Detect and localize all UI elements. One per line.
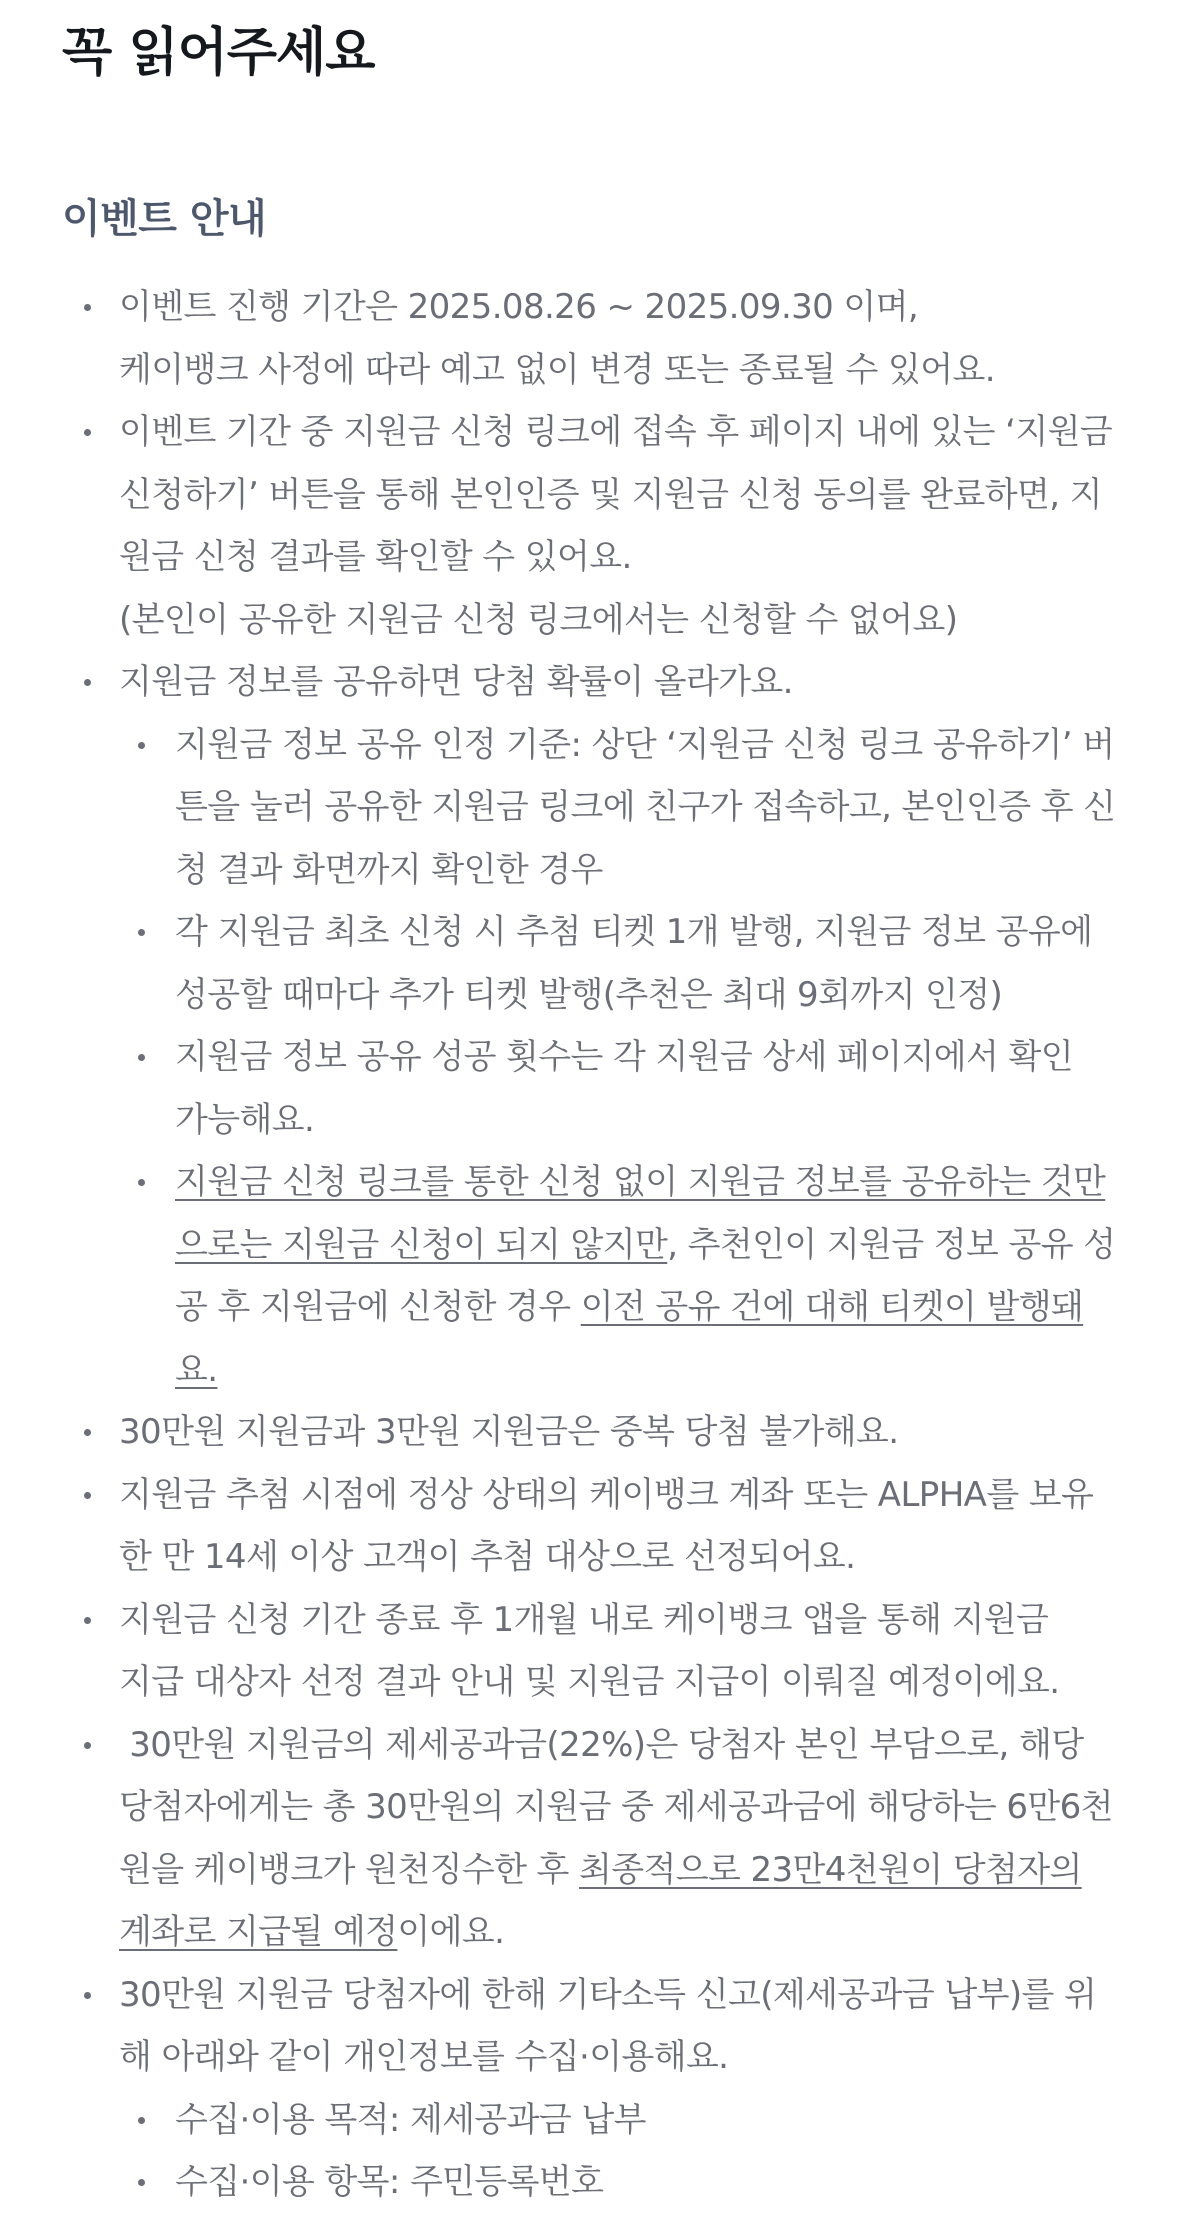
underlined-text: 으로는 지원금 신청이 되지 않지만 — [175, 1224, 668, 1265]
text-segment: 공 후 지원금에 신청한 경우 — [175, 1287, 581, 1327]
bullet-dot — [138, 2117, 145, 2124]
text-line: 30만원 지원금의 제세공과금(22%)은 당첨자 본인 부담으로, 해당 — [119, 1724, 1084, 1765]
bullet-dot — [138, 1179, 145, 1186]
text-line: (본인이 공유한 지원금 신청 링크에서는 신청할 수 없어요) — [119, 599, 958, 640]
text-line: 케이뱅크 사정에 따라 예고 없이 변경 또는 종료될 수 있어요. — [119, 349, 995, 390]
list-item — [62, 1964, 1121, 2214]
page-title: 꼭 읽어주세요 — [62, 23, 375, 83]
sub-list-item — [119, 2089, 1121, 2152]
section-title: 이벤트 안내 — [62, 196, 267, 242]
text-line: 신청하기’ 버튼을 통해 본인인증 및 지원금 신청 동의를 완료하면, 지 — [119, 474, 1102, 515]
text-line: 지원금 정보 공유 성공 횟수는 각 지원금 상세 페이지에서 확인 — [175, 1037, 1073, 1077]
text-line: 이벤트 기간 중 지원금 신청 링크에 접속 후 페이지 내에 있는 ‘지원금 — [119, 412, 1113, 452]
text-line: 지원금 신청 기간 종료 후 1개월 내로 케이뱅크 앱을 통해 지원금 — [119, 1599, 1049, 1640]
notice-list — [62, 276, 1121, 2214]
text-line: 지원금 추첨 시점에 정상 상태의 케이뱅크 계좌 또는 ALPHA를 보유 — [119, 1474, 1094, 1515]
text-line: 지원금 정보 공유 인정 기준: 상단 ‘지원금 신청 링크 공유하기’ 버 — [175, 724, 1115, 765]
text-line — [119, 1839, 1121, 1902]
bullet-dot — [84, 304, 91, 311]
bullet-dot — [84, 1429, 91, 1436]
text-line — [175, 1276, 1121, 1339]
text-line: 30만원 지원금 당첨자에 한해 기타소득 신고(제세공과금 납부)를 위 — [119, 1974, 1097, 2015]
list-item — [62, 1714, 1121, 1964]
text-line: 튼을 눌러 공유한 지원금 링크에 친구가 접속하고, 본인인증 후 신 — [175, 787, 1116, 827]
text-segment: 이에요. — [397, 1912, 505, 1952]
sub-list-item — [119, 1151, 1121, 1401]
text-line — [119, 1901, 1121, 1964]
underlined-text: 지원금 신청 링크를 통한 신청 없이 지원금 정보를 공유하는 것만 — [175, 1162, 1106, 1202]
underlined-text: 계좌로 지급될 예정 — [119, 1912, 398, 1952]
text-line: 당첨자에게는 총 30만원의 지원금 중 제세공과금에 해당하는 6만6천 — [119, 1787, 1113, 1827]
bullet-dot — [84, 679, 91, 686]
bullet-dot — [138, 1054, 145, 1061]
bullet-dot — [84, 1992, 91, 1999]
text-line: 수집·이용 목적: 제세공과금 납부 — [175, 2099, 646, 2140]
bullet-dot — [84, 1742, 91, 1749]
bullet-dot — [138, 742, 145, 749]
list-item — [62, 1589, 1121, 1714]
text-line: 지급 대상자 선정 결과 안내 및 지원금 지급이 이뤄질 예정이에요. — [119, 1662, 1060, 1702]
text-line: 수집·이용 항목: 주민등록번호 — [175, 2162, 604, 2202]
text-line: 원금 신청 결과를 확인할 수 있어요. — [119, 537, 632, 577]
list-item — [62, 1401, 1121, 1464]
text-line — [175, 1151, 1121, 1214]
underlined-text: 이전 공유 건에 대해 티켓이 발행돼 — [580, 1287, 1084, 1327]
text-line: 한 만 14세 이상 고객이 추첨 대상으로 선정되어요. — [119, 1537, 856, 1577]
bullet-dot — [84, 429, 91, 436]
sub-list-item — [119, 901, 1121, 1026]
text-line: 지원금 정보를 공유하면 당첨 확률이 올라가요. — [119, 662, 793, 702]
bullet-dot — [138, 929, 145, 936]
sub-list-item — [119, 714, 1121, 902]
sub-list — [119, 714, 1121, 1402]
text-line: 30만원 지원금과 3만원 지원금은 중복 당첨 불가해요. — [119, 1412, 899, 1452]
list-item — [62, 651, 1121, 1401]
sub-list-item — [119, 1026, 1121, 1151]
list-item — [62, 276, 1121, 401]
underlined-text: 최종적으로 23만4천원이 당첨자의 — [579, 1849, 1082, 1890]
bullet-dot — [84, 1492, 91, 1499]
text-line: 해 아래와 같이 개인정보를 수집·이용해요. — [119, 2037, 729, 2077]
sub-list — [119, 2089, 1121, 2214]
text-segment: , 추천인이 지원금 정보 공유 성 — [667, 1224, 1116, 1265]
text-line: 각 지원금 최초 신청 시 추첨 티켓 1개 발행, 지원금 정보 공유에 — [175, 912, 1093, 952]
text-line — [175, 1214, 1121, 1277]
text-line — [175, 1339, 1121, 1402]
text-line: 청 결과 화면까지 확인한 경우 — [175, 849, 603, 890]
bullet-dot — [138, 2179, 145, 2186]
list-item — [62, 1464, 1121, 1589]
text-line: 가능해요. — [175, 1099, 315, 1140]
list-item — [62, 401, 1121, 651]
text-segment: 원을 케이뱅크가 원천징수한 후 — [119, 1849, 580, 1890]
sub-list-item — [119, 2151, 1121, 2214]
bullet-dot — [84, 1617, 91, 1624]
text-line: 이벤트 진행 기간은 2025.08.26 ~ 2025.09.30 이며, — [119, 287, 919, 327]
text-line: 성공할 때마다 추가 티켓 발행(추천은 최대 9회까지 인정) — [175, 974, 1003, 1015]
underlined-text: 요. — [175, 1349, 218, 1390]
